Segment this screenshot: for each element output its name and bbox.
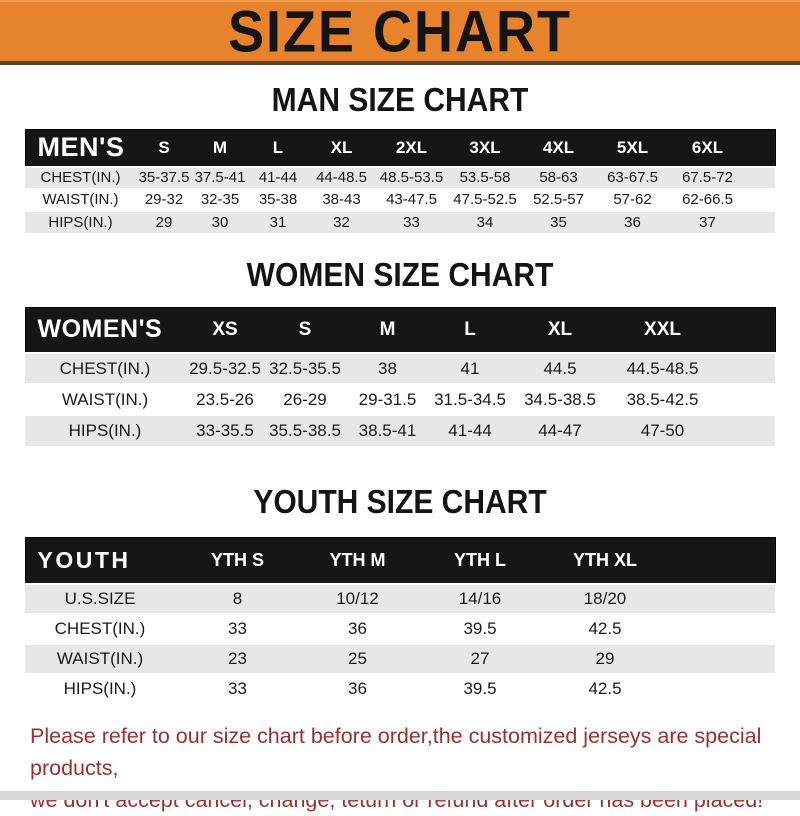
size-value-cell: 26-29 bbox=[283, 389, 327, 409]
size-column-header: XL bbox=[547, 318, 573, 340]
size-value-cell: 38 bbox=[378, 358, 397, 378]
size-column-header: XS bbox=[212, 318, 238, 340]
section-youth bbox=[0, 486, 800, 704]
notice-line-1: Please refer to our size chart before order,the customized jerseys are special products, bbox=[30, 723, 762, 780]
size-value-cell: 23 bbox=[228, 648, 247, 668]
table-label: MEN'S bbox=[37, 132, 125, 163]
size-value-cell: 32.5-35.5 bbox=[269, 358, 341, 378]
size-value-cell: 31 bbox=[269, 213, 287, 231]
size-value-cell: 36 bbox=[348, 679, 367, 698]
row-label: HIPS(IN.) bbox=[63, 679, 137, 698]
size-value-cell: 36 bbox=[348, 618, 367, 638]
spacer-cell bbox=[665, 584, 775, 614]
size-value-cell: 57-62 bbox=[613, 191, 652, 208]
row-label: CHEST(IN.) bbox=[59, 358, 151, 378]
banner-title: SIZE CHART bbox=[228, 0, 572, 64]
size-value-cell: 42.5 bbox=[588, 618, 622, 638]
size-value-cell: 33 bbox=[403, 213, 420, 231]
men-section-heading: MAN SIZE CHART bbox=[271, 82, 529, 119]
size-value-cell: 30 bbox=[211, 213, 229, 231]
size-value-cell: 47-50 bbox=[640, 421, 685, 440]
size-value-cell: 35 bbox=[550, 213, 567, 231]
row-label: HIPS(IN.) bbox=[68, 421, 142, 440]
banner bbox=[0, 0, 800, 65]
spacer-cell bbox=[715, 353, 775, 384]
youth-section-heading: YOUTH SIZE CHART bbox=[253, 484, 547, 521]
size-value-cell: 33-35.5 bbox=[196, 421, 254, 440]
row-label: WAIST(IN.) bbox=[42, 191, 119, 208]
table-label: WOMEN'S bbox=[37, 315, 163, 344]
size-value-cell: 52.5-57 bbox=[533, 191, 584, 208]
size-value-cell: 37.5-41 bbox=[194, 169, 246, 186]
size-value-cell: 32-35 bbox=[200, 191, 240, 208]
size-column-header: XL bbox=[330, 137, 353, 157]
size-value-cell: 43-47.5 bbox=[386, 191, 437, 208]
size-value-cell: 25 bbox=[348, 648, 367, 668]
size-value-cell: 33 bbox=[228, 618, 247, 638]
size-value-cell: 10/12 bbox=[336, 588, 379, 608]
spacer-cell bbox=[745, 189, 775, 211]
youth-header-row bbox=[25, 538, 775, 584]
section-women bbox=[0, 256, 800, 447]
size-column-header: S bbox=[158, 137, 170, 157]
size-column-header: L bbox=[464, 318, 476, 340]
spacer-cell bbox=[715, 415, 775, 446]
size-value-cell: 35-38 bbox=[258, 191, 298, 208]
size-column-header: M bbox=[212, 137, 228, 157]
size-value-cell: 35-37.5 bbox=[138, 169, 190, 186]
table-label: YOUTH bbox=[37, 546, 131, 573]
measurement-row bbox=[25, 189, 775, 211]
spacer-cell bbox=[665, 538, 775, 584]
men-header-row bbox=[25, 130, 775, 167]
size-value-cell: 67.5-72 bbox=[682, 169, 733, 186]
size-value-cell: 41-44 bbox=[448, 421, 492, 440]
spacer-cell bbox=[745, 211, 775, 233]
size-value-cell: 48.5-53.5 bbox=[379, 169, 444, 186]
size-value-cell: 42.5 bbox=[588, 679, 622, 698]
size-value-cell: 39.5 bbox=[463, 679, 497, 698]
measurement-row bbox=[25, 614, 775, 644]
size-value-cell: 44.5 bbox=[543, 358, 577, 378]
size-column-header: L bbox=[272, 137, 284, 157]
size-value-cell: 38.5-41 bbox=[358, 421, 417, 440]
row-label: U.S.SIZE bbox=[64, 588, 136, 608]
size-value-cell: 44-47 bbox=[538, 421, 582, 440]
size-value-cell: 34.5-38.5 bbox=[524, 389, 596, 409]
size-value-cell: 33 bbox=[228, 679, 247, 698]
measurement-row bbox=[25, 353, 775, 384]
size-value-cell: 62-66.5 bbox=[682, 191, 733, 208]
size-column-header: 3XL bbox=[469, 137, 501, 157]
size-value-cell: 29-31.5 bbox=[358, 389, 417, 409]
section-men bbox=[0, 84, 800, 233]
men-size-table bbox=[25, 129, 776, 233]
measurement-row bbox=[25, 167, 775, 189]
size-value-cell: 41-44 bbox=[258, 169, 298, 186]
size-value-cell: 38.5-42.5 bbox=[626, 389, 699, 409]
size-value-cell: 41 bbox=[460, 358, 480, 378]
size-value-cell: 39.5 bbox=[463, 618, 497, 638]
size-column-header: 4XL bbox=[542, 137, 575, 157]
bottom-strip bbox=[0, 791, 800, 800]
size-value-cell: 8 bbox=[232, 588, 243, 608]
size-value-cell: 18/20 bbox=[583, 588, 627, 608]
size-value-cell: 29-32 bbox=[144, 191, 184, 208]
size-value-cell: 38-43 bbox=[322, 191, 361, 208]
size-value-cell: 32 bbox=[333, 213, 350, 231]
size-value-cell: 44-48.5 bbox=[316, 169, 367, 186]
size-value-cell: 34 bbox=[476, 213, 494, 231]
women-header-row bbox=[25, 307, 775, 353]
measurement-row bbox=[25, 674, 775, 704]
measurement-row bbox=[25, 644, 775, 674]
spacer-cell bbox=[745, 130, 775, 167]
spacer-cell bbox=[745, 167, 775, 189]
size-column-header: 2XL bbox=[395, 137, 428, 157]
size-column-header: YTH L bbox=[454, 549, 506, 570]
women-size-table bbox=[25, 307, 776, 447]
size-column-header: M bbox=[379, 318, 396, 340]
row-label: HIPS(IN.) bbox=[48, 213, 113, 231]
size-value-cell: 35.5-38.5 bbox=[269, 421, 341, 440]
row-label: WAIST(IN.) bbox=[56, 648, 144, 668]
spacer-cell bbox=[665, 644, 775, 674]
size-value-cell: 44.5-48.5 bbox=[626, 358, 699, 378]
measurement-row bbox=[25, 415, 775, 446]
size-column-header: YTH M bbox=[329, 549, 386, 570]
size-value-cell: 53.5-58 bbox=[459, 169, 511, 186]
row-label: CHEST(IN.) bbox=[54, 618, 146, 638]
measurement-row bbox=[25, 584, 775, 614]
size-column-header: YTH S bbox=[210, 549, 264, 570]
size-value-cell: 29.5-32.5 bbox=[189, 358, 261, 378]
size-value-cell: 14/16 bbox=[458, 588, 502, 608]
footer-notice bbox=[30, 720, 800, 816]
measurement-row bbox=[25, 211, 775, 233]
size-value-cell: 23.5-26 bbox=[196, 389, 254, 409]
size-value-cell: 36 bbox=[624, 213, 641, 231]
size-value-cell: 63-67.5 bbox=[607, 169, 658, 186]
size-value-cell: 27 bbox=[470, 648, 490, 668]
size-value-cell: 29 bbox=[155, 213, 173, 231]
spacer-cell bbox=[665, 614, 775, 644]
spacer-cell bbox=[715, 307, 775, 353]
spacer-cell bbox=[715, 384, 775, 415]
size-column-header: YTH XL bbox=[572, 549, 637, 570]
size-value-cell: 58-63 bbox=[539, 169, 578, 186]
row-label: WAIST(IN.) bbox=[61, 389, 149, 409]
size-column-header: 5XL bbox=[616, 137, 649, 157]
size-value-cell: 47.5-52.5 bbox=[453, 191, 517, 208]
size-value-cell: 31.5-34.5 bbox=[434, 389, 506, 409]
size-column-header: S bbox=[298, 318, 312, 340]
size-value-cell: 29 bbox=[595, 648, 615, 668]
size-column-header: 6XL bbox=[691, 137, 724, 157]
women-section-heading: WOMEN SIZE CHART bbox=[246, 256, 554, 294]
row-label: CHEST(IN.) bbox=[40, 169, 121, 186]
spacer-cell bbox=[665, 674, 775, 704]
measurement-row bbox=[25, 384, 775, 415]
size-column-header: XXL bbox=[644, 318, 681, 340]
size-value-cell: 37 bbox=[699, 213, 716, 231]
youth-size-table bbox=[25, 537, 776, 704]
